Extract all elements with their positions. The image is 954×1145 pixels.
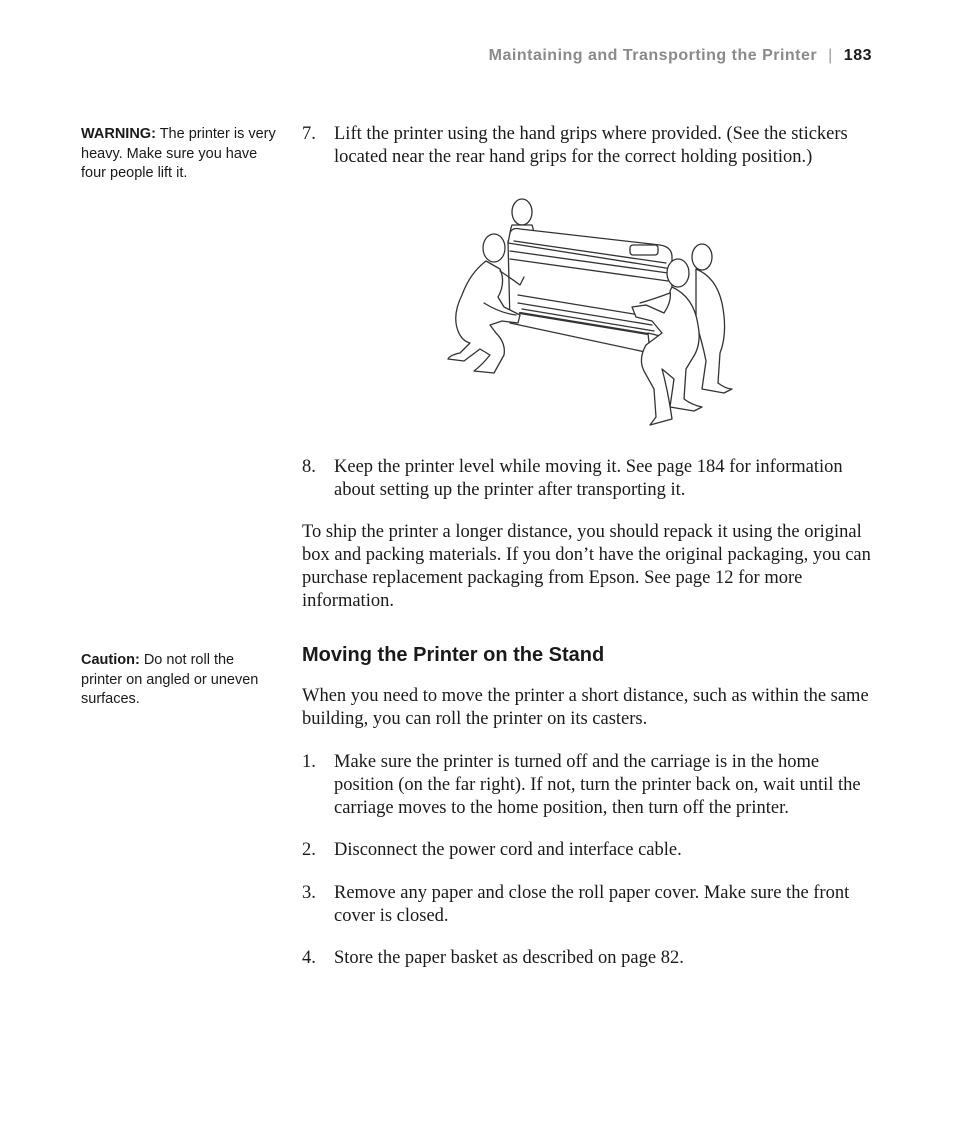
step-number: 2. <box>302 840 316 860</box>
warning-label: WARNING: <box>81 126 156 142</box>
section-intro-paragraph: When you need to move the printer a short distance, such as within the same building, you can roll the printer on its casters. <box>302 686 869 729</box>
step-8 <box>302 456 880 502</box>
caution-label: Caution: <box>81 652 140 668</box>
page-number: 183 <box>843 47 872 64</box>
step-text: Keep the printer level while moving it. See page 184 for information about setting up the printer after transporting it. <box>334 457 843 500</box>
printer-body <box>508 229 672 354</box>
step-text: Lift the printer using the hand grips where provided. (See the stickers located near the rear hand grips for the correct holding position.) <box>334 124 848 167</box>
step-text: Store the paper basket as described on page 82. <box>334 948 684 968</box>
shipping-paragraph: To ship the printer a longer distance, you should repack it using the original box and packing materials. If you don’t have the original packaging, you can purchase replacement packaging from Epson. See page 12 for more information. <box>302 522 871 611</box>
warning-note <box>81 125 281 184</box>
person-back-right-figure <box>692 244 732 393</box>
warning-text: The printer is very heavy. Make sure you have four people lift it. <box>81 126 276 181</box>
step-number: 4. <box>302 948 316 968</box>
step-number: 7. <box>302 124 316 144</box>
section-heading: Moving the Printer on the Stand <box>302 644 605 666</box>
step-text: Disconnect the power cord and interface cable. <box>334 840 682 860</box>
section-step-2 <box>302 839 880 862</box>
section-step-1 <box>302 751 880 820</box>
four-people-lifting-printer-illustration <box>440 193 740 433</box>
step-number: 3. <box>302 883 316 903</box>
caution-text: Do not roll the printer on angled or uneven surfaces. <box>81 652 259 707</box>
step-7 <box>302 123 880 169</box>
running-header <box>489 47 872 65</box>
section-step-4 <box>302 947 880 970</box>
header-separator: | <box>828 47 833 64</box>
step-text: Remove any paper and close the roll paper cover. Make sure the front cover is closed. <box>334 883 850 926</box>
step-number: 1. <box>302 752 316 772</box>
caution-note <box>81 651 271 710</box>
chapter-title: Maintaining and Transporting the Printer <box>488 47 818 64</box>
step-number: 8. <box>302 457 316 477</box>
section-step-3 <box>302 882 880 928</box>
step-text: Make sure the printer is turned off and the carriage is in the home position (on the far right). If not, turn the printer back on, wait until the carriage moves to the home position, then turn off the printer. <box>334 752 861 818</box>
